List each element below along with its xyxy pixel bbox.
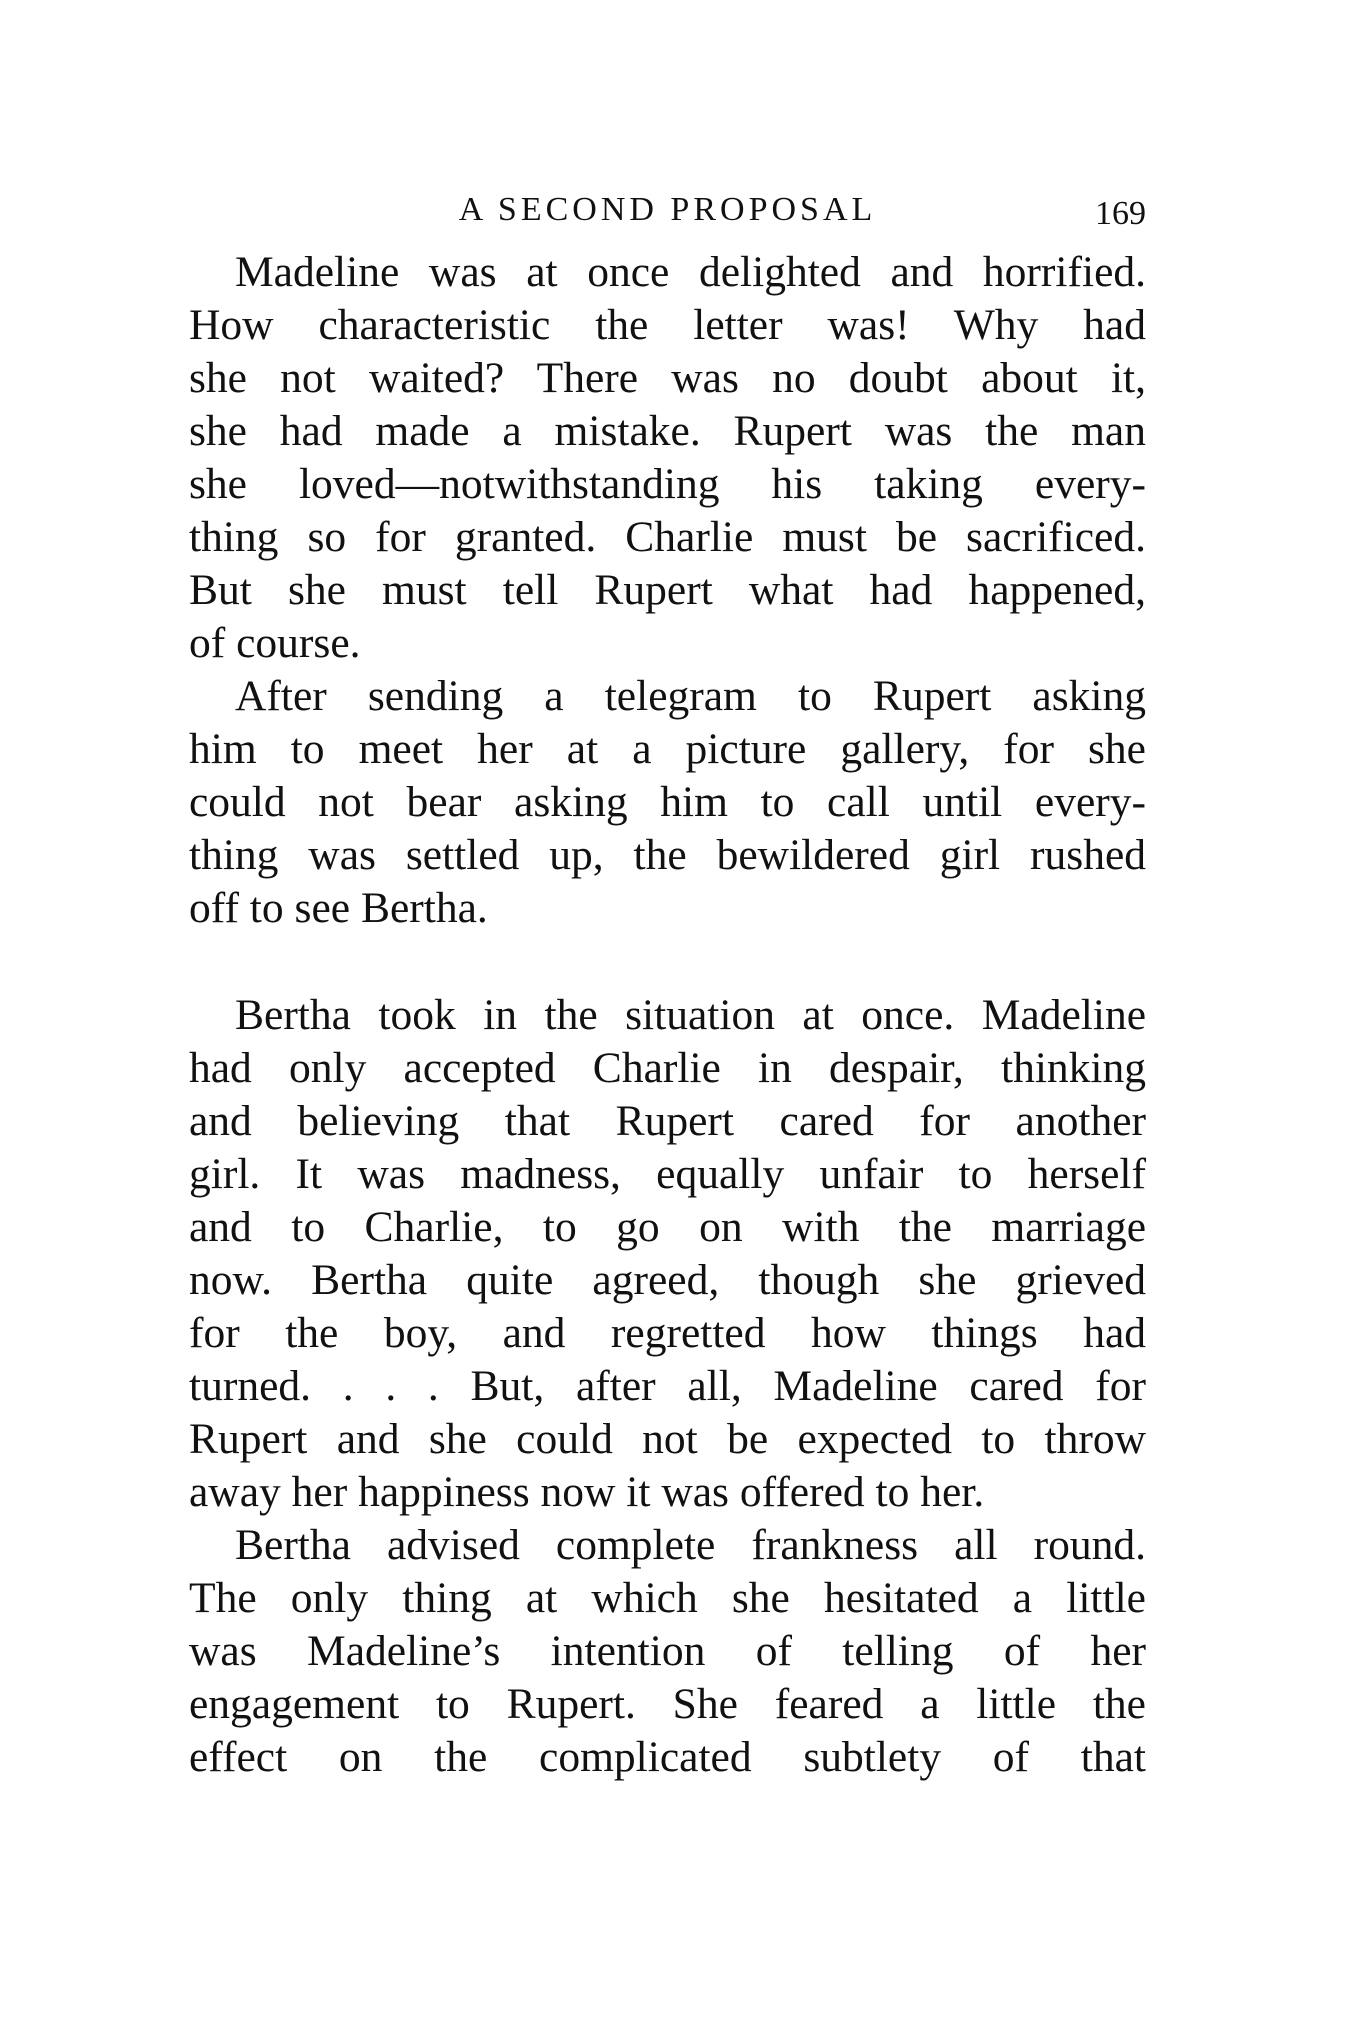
text-line: could not bear asking him to call until every- [189, 778, 1146, 826]
text-line: Bertha advised complete frankness all round. [235, 1521, 1146, 1569]
paragraph-3 [189, 989, 1146, 1519]
page-number: 169 [1095, 195, 1146, 232]
text-line: had only accepted Charlie in despair, thinking [189, 1044, 1146, 1092]
text-line: she loved—notwithstanding his taking every- [189, 460, 1146, 508]
paragraph-4 [189, 1519, 1146, 1784]
text-line: for the boy, and regretted how things had [189, 1309, 1146, 1357]
running-title: A SECOND PROPOSAL [458, 191, 877, 228]
paragraph-1 [189, 246, 1146, 670]
text-line: away her happiness now it was offered to her. [189, 1468, 985, 1516]
text-line: How characteristic the letter was! Why had [189, 301, 1146, 349]
text-line: Madeline was at once delighted and horrified. [235, 248, 1146, 296]
text-line: off to see Bertha. [189, 884, 488, 932]
text-line: Rupert and she could not be expected to throw [189, 1415, 1146, 1463]
text-line: turned. . . . But, after all, Madeline cared for [189, 1362, 1146, 1410]
text-line: thing was settled up, the bewildered girl rushed [189, 831, 1146, 879]
text-line: The only thing at which she hesitated a little [189, 1574, 1146, 1622]
running-head [189, 186, 1146, 242]
paragraph-2 [189, 670, 1146, 935]
text-line: and to Charlie, to go on with the marriage [189, 1203, 1146, 1251]
text-line: of course. [189, 619, 361, 667]
text-line: thing so for granted. Charlie must be sacrificed. [189, 513, 1146, 561]
text-line: she had made a mistake. Rupert was the man [189, 407, 1146, 455]
text-line: engagement to Rupert. She feared a little the [189, 1680, 1146, 1728]
text-line: him to meet her at a picture gallery, for she [189, 725, 1146, 773]
text-line: effect on the complicated subtlety of that [189, 1733, 1146, 1781]
body-text [189, 246, 1146, 1784]
text-line: girl. It was madness, equally unfair to herself [189, 1150, 1146, 1198]
text-line: she not waited? There was no doubt about it, [189, 354, 1146, 402]
text-line: was Madeline’s intention of telling of her [189, 1627, 1146, 1675]
section-break [189, 935, 1146, 989]
text-line: But she must tell Rupert what had happened, [189, 566, 1146, 614]
text-line: Bertha took in the situation at once. Madeline [235, 991, 1146, 1039]
text-line: After sending a telegram to Rupert asking [235, 672, 1146, 720]
text-line: and believing that Rupert cared for another [189, 1097, 1146, 1145]
text-line: now. Bertha quite agreed, though she grieved [189, 1256, 1146, 1304]
